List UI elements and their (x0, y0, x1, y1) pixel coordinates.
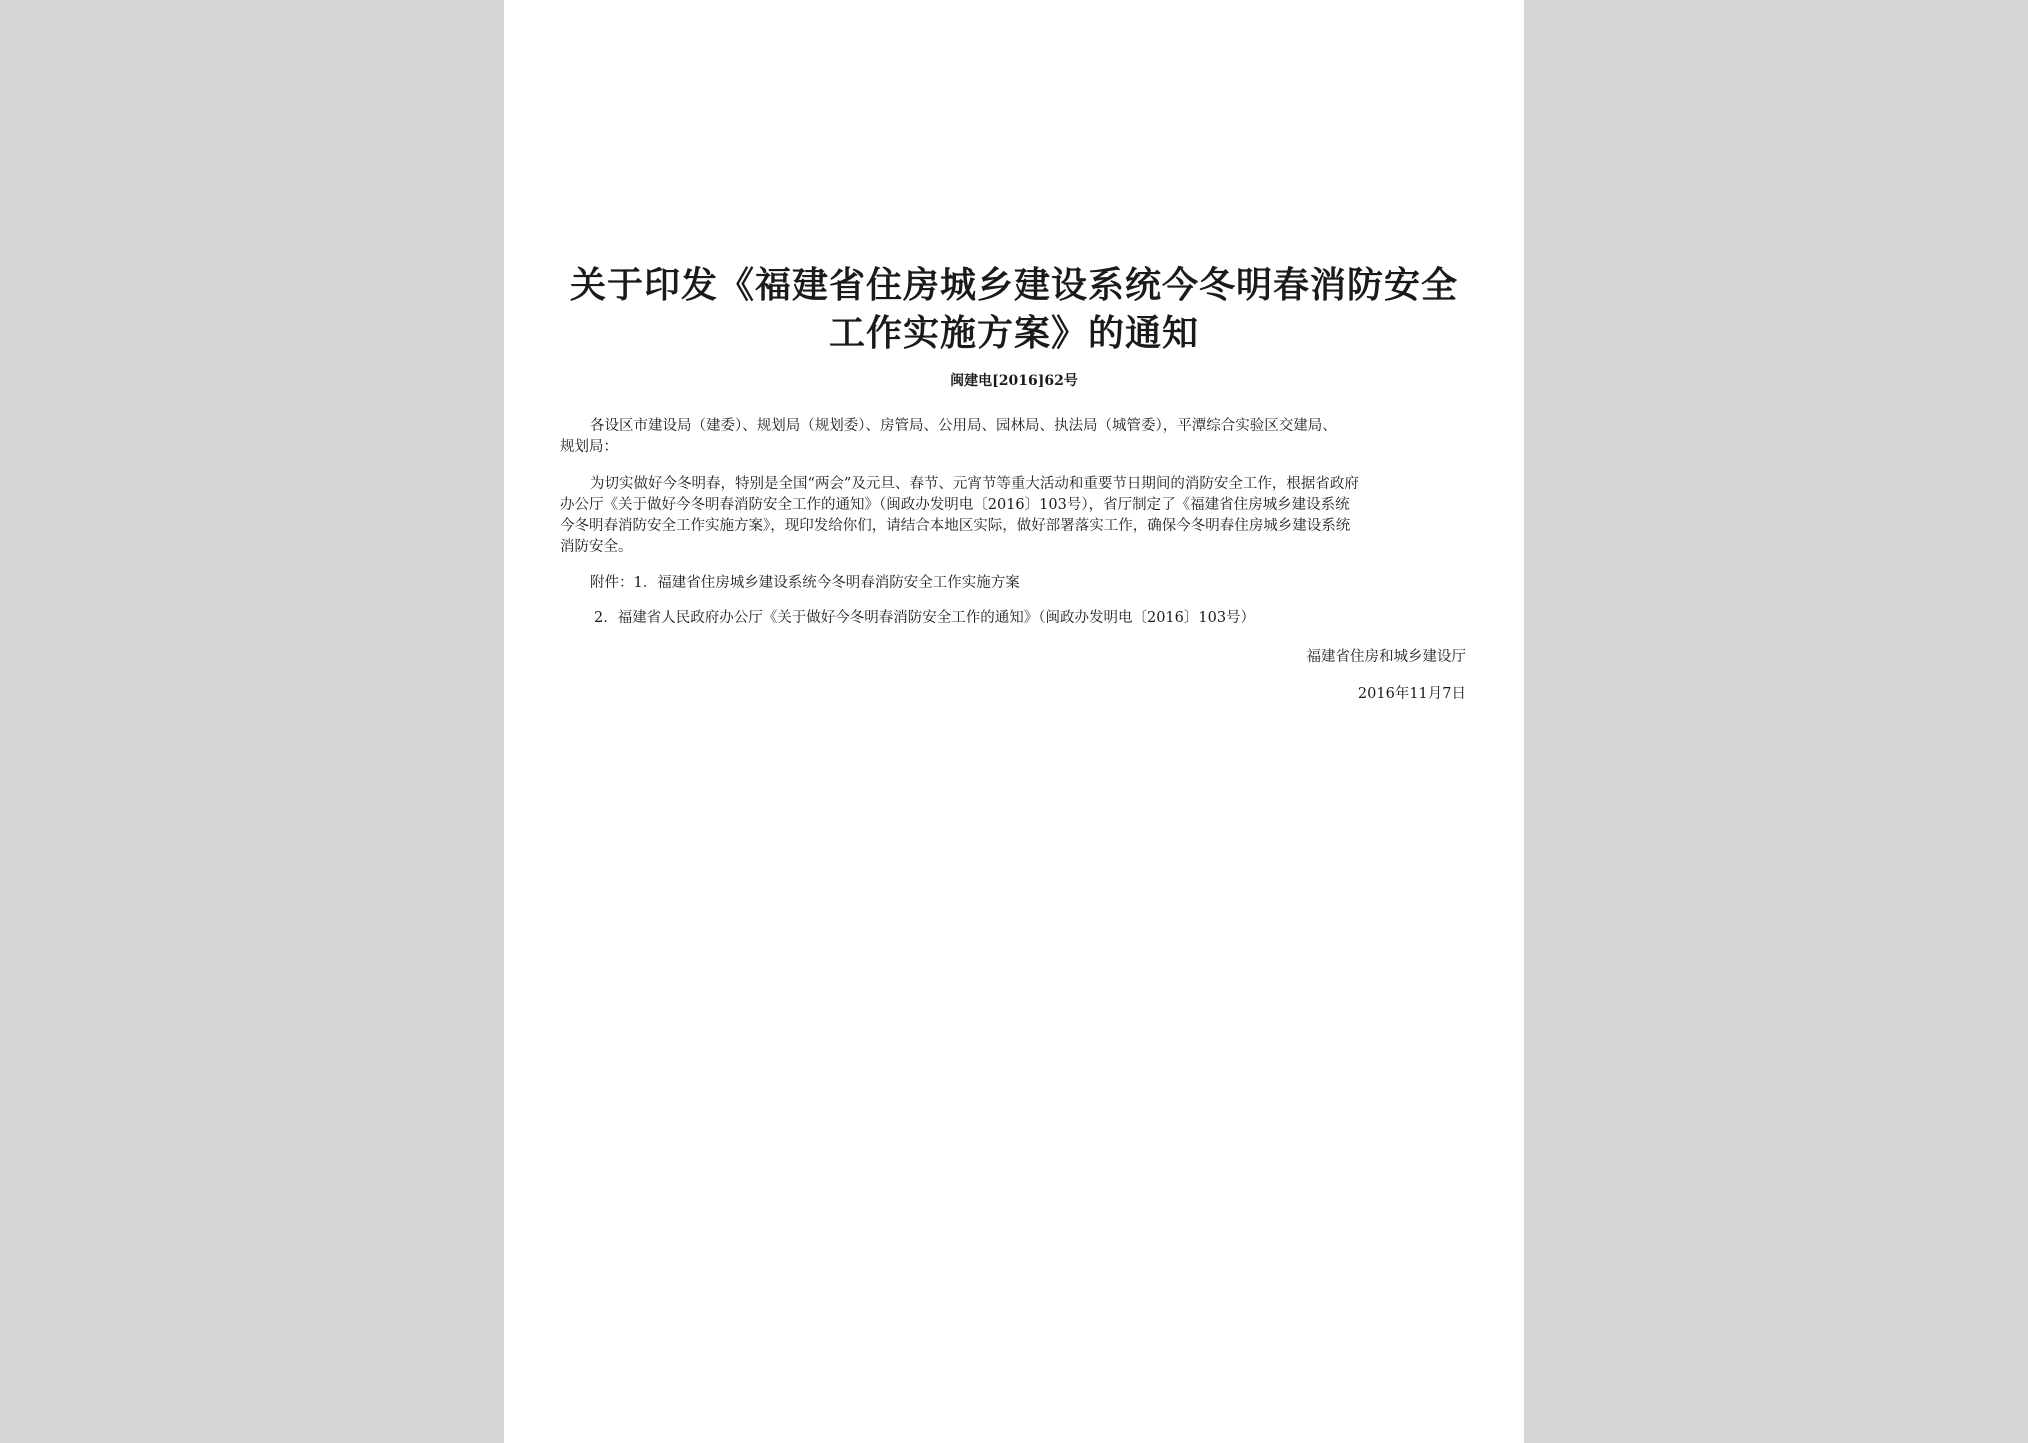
issue-date: 2016年11月7日 (1357, 686, 1466, 702)
document-title-line-1: 关于印发《福建省住房城乡建设系统今冬明春消防安全 (569, 264, 1458, 306)
attachment-item-1: 附件：1．福建省住房城乡建设系统今冬明春消防安全工作实施方案 (590, 575, 1020, 591)
document-page (504, 0, 1524, 1443)
body-line-1: 为切实做好今冬明春，特别是全国“两会”及元旦、春节、元宵节等重大活动和重要节日期间的消防安全工作，根据省政府 (590, 476, 1359, 492)
document-title-line-2: 工作实施方案》的通知 (828, 312, 1199, 354)
body-line-3: 今冬明春消防安全工作实施方案》，现印发给你们，请结合本地区实际，做好部署落实工作，确保今冬明春住房城乡建设系统 (560, 518, 1351, 534)
document-number: 闽建电[2016]62号 (950, 373, 1078, 389)
attachment-item-2: 2．福建省人民政府办公厅《关于做好今冬明春消防安全工作的通知》（闽政办发明电〔2016〕103号） (594, 610, 1256, 626)
recipients-line-1: 各设区市建设局（建委）、规划局（规划委）、房管局、公用局、园林局、执法局（城管委），平潭综合实验区交建局、 (590, 418, 1337, 434)
recipients-line-2: 规划局： (560, 439, 618, 455)
body-line-2: 办公厅《关于做好今冬明春消防安全工作的通知》（闽政办发明电〔2016〕103号），省厅制定了《福建省住房城乡建设系统 (560, 497, 1350, 513)
issuer-name: 福建省住房和城乡建设厅 (1306, 649, 1466, 665)
body-line-4: 消防安全。 (560, 539, 633, 555)
